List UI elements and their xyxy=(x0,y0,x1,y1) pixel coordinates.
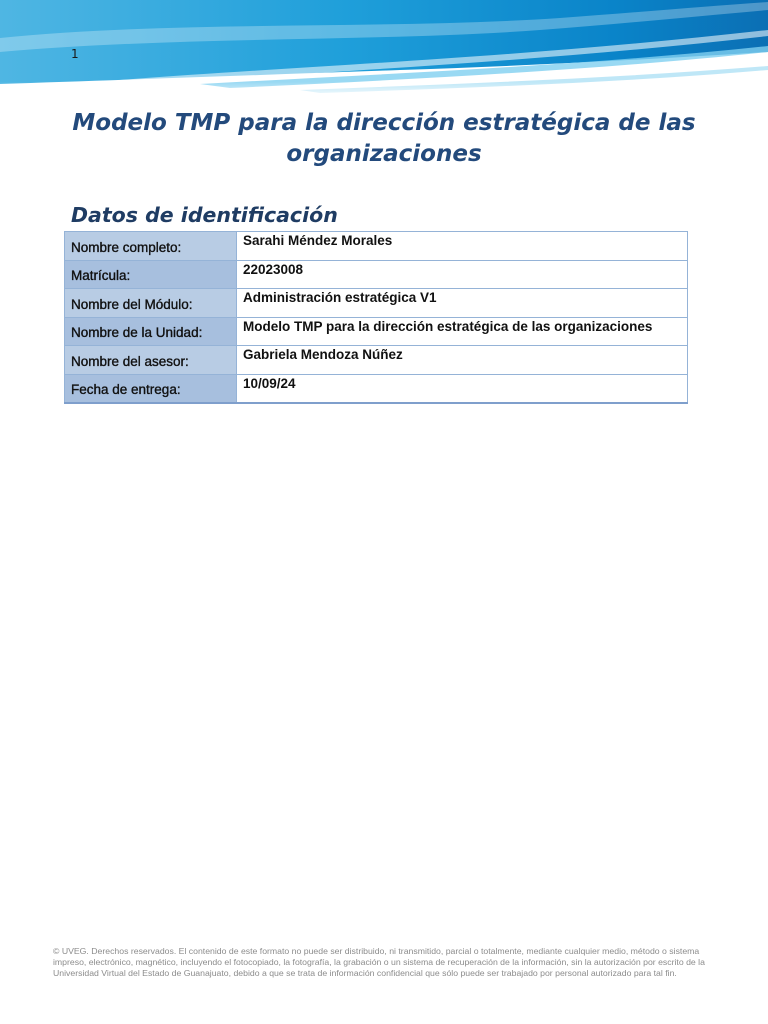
row-label-fecha-entrega: Fecha de entrega: xyxy=(65,374,237,403)
header-wave-banner xyxy=(0,0,768,100)
row-label-unidad: Nombre de la Unidad: xyxy=(65,317,237,346)
copyright-footer: © UVEG. Derechos reservados. El contenido de este formato no puede ser distribuido, ni transmitido, parcial o totalmente, mediante cualquier medio, método o sistema impreso, electrónico, magnético, incluyendo el fotocopiado, la fotografía, la grabación o un sistema de recuperación de la información, sin la autorización por escrito de la Universidad Virtual del Estado de Guanajuato, debido a que se trata de información confidencial que sólo puede ser trabajado por personal autorizado para tal fin. xyxy=(53,946,705,978)
row-value-modulo: Administración estratégica V1 xyxy=(237,289,688,318)
table-row xyxy=(65,289,688,318)
row-value-matricula: 22023008 xyxy=(237,260,688,289)
row-value-nombre-completo: Sarahi Méndez Morales xyxy=(237,232,688,261)
table-row xyxy=(65,374,688,403)
row-value-unidad: Modelo TMP para la dirección estratégica de las organizaciones xyxy=(237,317,688,346)
document-title: Modelo TMP para la dirección estratégica de las organizaciones xyxy=(72,110,696,167)
row-value-fecha-entrega: 10/09/24 xyxy=(237,374,688,403)
section-heading: Datos de identificación xyxy=(71,203,338,227)
table-row xyxy=(65,232,688,261)
row-label-nombre-completo: Nombre completo: xyxy=(65,232,237,261)
row-label-matricula: Matrícula: xyxy=(65,260,237,289)
table-row xyxy=(65,317,688,346)
row-label-modulo: Nombre del Módulo: xyxy=(65,289,237,318)
table-row xyxy=(65,346,688,375)
page-number: 1 xyxy=(71,47,79,61)
row-label-asesor: Nombre del asesor: xyxy=(65,346,237,375)
table-row xyxy=(65,260,688,289)
row-value-asesor: Gabriela Mendoza Núñez xyxy=(237,346,688,375)
identification-table xyxy=(64,231,688,404)
